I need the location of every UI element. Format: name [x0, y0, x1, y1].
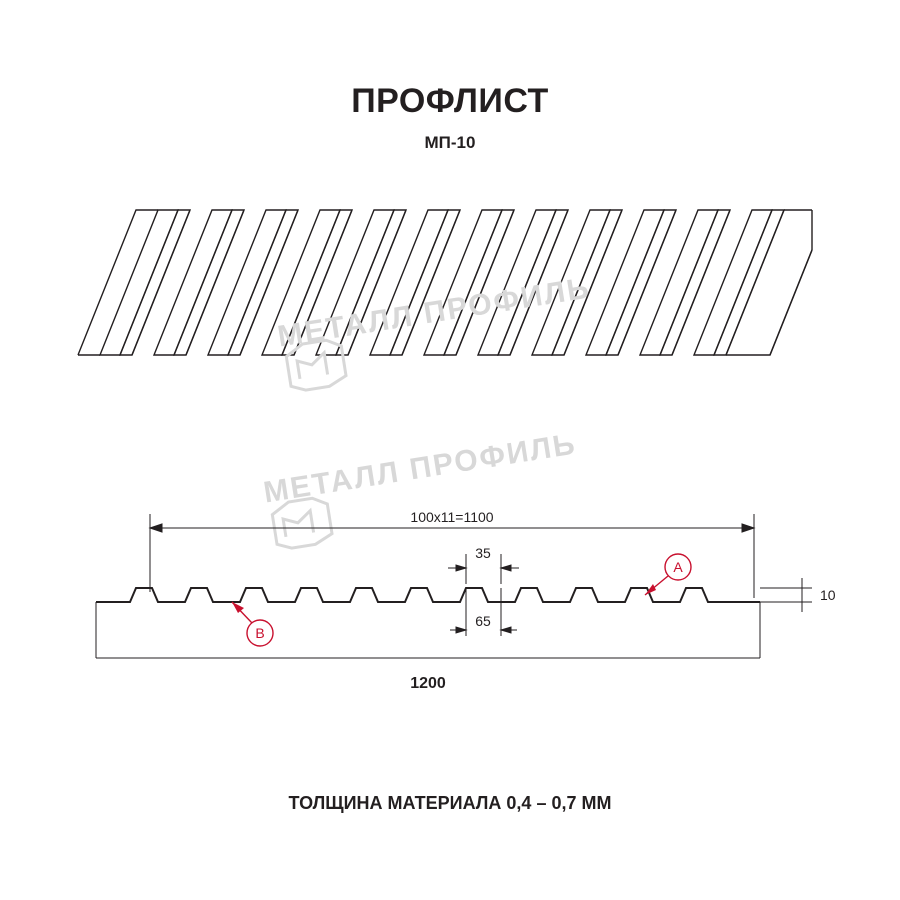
- profile-outline: [96, 588, 760, 602]
- dimension-pitch-label: 35: [475, 545, 491, 561]
- callout-b: [232, 602, 273, 646]
- dimension-top: [150, 514, 754, 598]
- section-view: [60, 480, 850, 720]
- dimension-valley-label: 65: [475, 613, 491, 629]
- page-title: ПРОФЛИСТ: [351, 82, 549, 120]
- watermark-text: МЕТАЛЛ ПРОФИЛЬ: [261, 427, 579, 510]
- isometric-view: [70, 180, 830, 400]
- dimension-overall-top-label: 100x11=1100: [410, 509, 494, 525]
- callout-b-label: B: [255, 625, 265, 641]
- model-label: МП-10: [424, 133, 476, 152]
- watermark-text: МЕТАЛЛ ПРОФИЛЬ: [275, 271, 593, 354]
- callout-a-label: A: [673, 559, 683, 575]
- callout-a: [645, 554, 691, 595]
- thickness-note: ТОЛЩИНА МАТЕРИАЛА 0,4 – 0,7 ММ: [288, 793, 612, 813]
- dimension-height-label: 10: [820, 587, 836, 603]
- dimension-overall-bottom-label: 1200: [410, 675, 446, 692]
- dimension-height: [760, 578, 812, 612]
